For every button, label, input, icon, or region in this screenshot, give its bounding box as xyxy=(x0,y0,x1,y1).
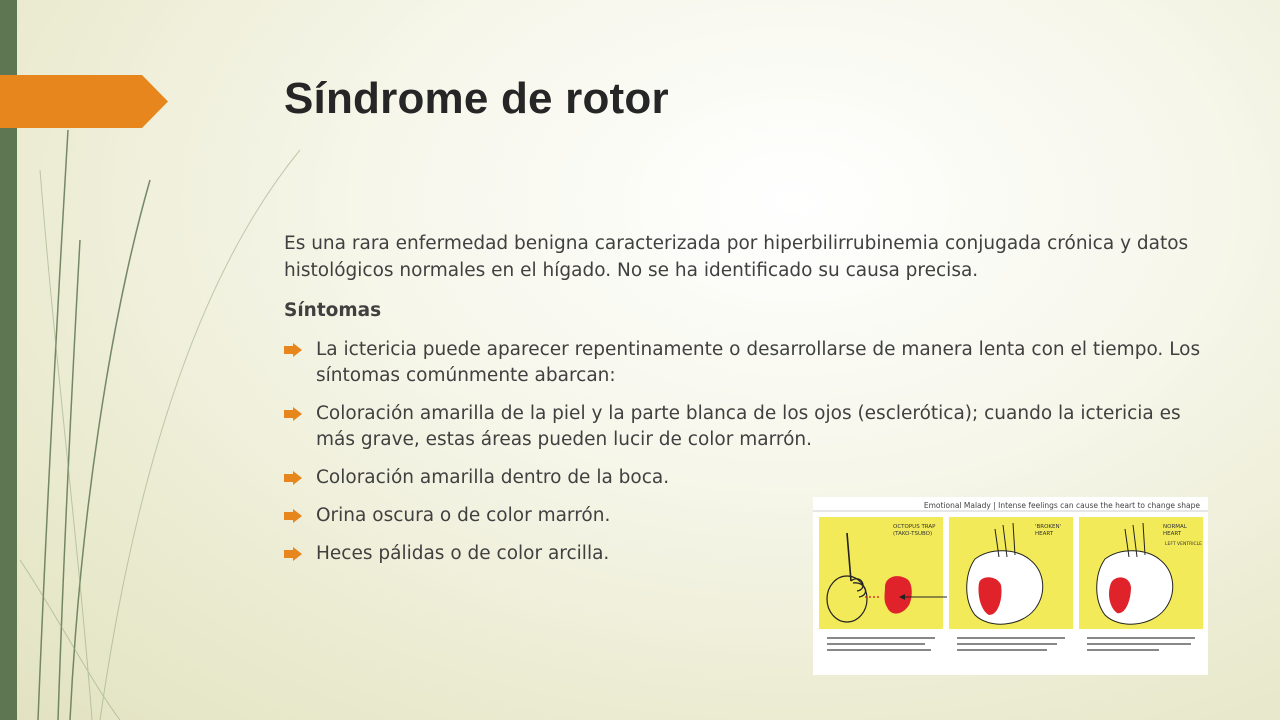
ventricle-label: LEFT VENTRICLE xyxy=(1165,542,1203,547)
panel-label: 'BROKEN' xyxy=(1035,524,1062,530)
list-item xyxy=(284,401,1214,453)
list-item-text: Coloración amarilla dentro de la boca. xyxy=(316,467,670,488)
normal-heart xyxy=(1097,551,1173,624)
list-item-text: Coloración amarilla de la piel y la parte blanca de los ojos (esclerótica); cuando la ictericia es más grave, estas áreas pueden lucir de color marrón. xyxy=(316,403,1181,450)
panel-label: OCTOPUS TRAP xyxy=(893,524,936,530)
list-item xyxy=(284,337,1214,389)
arrow-right-icon xyxy=(284,407,302,421)
panel-label: (TAKO-TSUBO) xyxy=(893,531,933,537)
heart-shape-illustration xyxy=(813,497,1208,675)
panel-label: NORMAL xyxy=(1163,524,1187,530)
arrow-right-icon xyxy=(284,509,302,523)
broken-heart xyxy=(967,551,1043,624)
intro-paragraph: Es una rara enfermedad benigna caracterizada por hiperbilirrubinemia conjugada crónica y datos histológicos normales en el hígado. No se ha identificado su causa precisa. xyxy=(284,233,1189,281)
panel-label: HEART xyxy=(1163,531,1182,537)
list-item-text: La ictericia puede aparecer repentinamente o desarrollarse de manera lenta con el tiempo. Los síntomas comúnmente abarcan: xyxy=(316,339,1201,386)
decorative-strands xyxy=(0,0,320,720)
slide-title: Síndrome de rotor xyxy=(284,74,669,123)
panel-label: HEART xyxy=(1035,531,1054,537)
symptoms-heading: Síntomas xyxy=(284,300,382,321)
arrow-right-icon xyxy=(284,471,302,485)
list-item xyxy=(284,465,1214,491)
list-item-text: Orina oscura o de color marrón. xyxy=(316,505,611,526)
list-item-text: Heces pálidas o de color arcilla. xyxy=(316,543,610,564)
arrow-right-icon xyxy=(284,547,302,561)
arrow-right-icon xyxy=(284,343,302,357)
figure-caption: Emotional Malady | Intense feelings can cause the heart to change shape xyxy=(923,501,1200,510)
heart-diagram xyxy=(813,497,1208,675)
